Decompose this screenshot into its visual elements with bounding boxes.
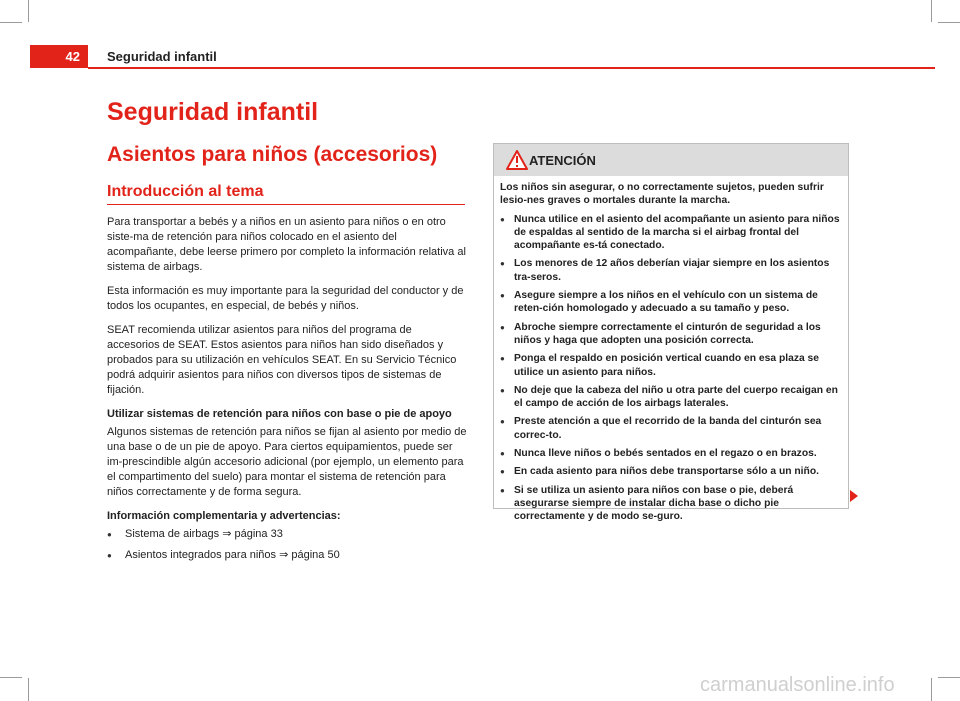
warning-title: ATENCIÓN xyxy=(529,153,596,168)
warning-intro: Los niños sin asegurar, o no correctamente sujetos, pueden sufrir lesio-nes graves o mortales durante la marcha. xyxy=(500,182,824,207)
warning-item: ● Nunca utilice en el asiento del acompañante un asiento para niños de espaldas al sentido de la marcha si el airbag frontal del acompañante es-tá conectado. xyxy=(500,213,842,253)
crop-mark xyxy=(0,677,22,678)
chapter-title: Seguridad infantil xyxy=(107,98,319,126)
continue-arrow-icon xyxy=(850,490,858,502)
crop-mark xyxy=(931,0,932,22)
crop-mark xyxy=(931,678,932,701)
body-column xyxy=(107,215,467,569)
list-item[interactable]: ● Sistema de airbags ⇒ página 33 xyxy=(107,527,467,542)
section-title: Asientos para niños (accesorios) xyxy=(107,143,438,166)
watermark: carmanualsonline.info xyxy=(700,674,895,696)
crop-mark xyxy=(938,677,960,678)
body-paragraph: Para transportar a bebés y a niños en un asiento para niños o en otro siste-ma de retención para niños colocado en el asiento del acompañante, debe leerse primero por completo la información relativa al sistema de airbags. xyxy=(107,216,466,273)
crop-mark xyxy=(28,0,29,22)
page-number: 42 xyxy=(30,45,88,68)
list-item[interactable]: ● Asientos integrados para niños ⇒ página 50 xyxy=(107,548,467,563)
body-paragraph: Esta información es muy importante para la seguridad del conductor y de todos los ocupantes, en especial, de bebés y niños. xyxy=(107,285,464,312)
header-rule xyxy=(88,67,935,69)
warning-header xyxy=(494,144,848,176)
warning-item: ● Nunca lleve niños o bebés sentados en el regazo o en brazos. xyxy=(500,447,842,460)
body-paragraph: Algunos sistemas de retención para niños se fijan al asiento por medio de una base o de un pie de apoyo. Para ciertos equipamientos, puede ser im-prescindible algún accesorio adicional (por ejemplo, un elemento para el compartimento del suelo) para montar el sistema de retención para niños correctamente y de forma segura. xyxy=(107,426,467,498)
warning-item: ● No deje que la cabeza del niño u otra parte del cuerpo recaigan en el campo de acción de los airbags laterales. xyxy=(500,384,842,411)
warning-item: ● Abroche siempre correctamente el cinturón de seguridad a los niños y haga que adopten una posición correcta. xyxy=(500,321,842,348)
subsection-rule xyxy=(107,204,465,205)
warning-item: ● Preste atención a que el recorrido de la banda del cinturón sea correc-to. xyxy=(500,415,842,442)
info-list xyxy=(107,527,467,563)
warning-item: ● Ponga el respaldo en posición vertical cuando en esa plaza se utilice un asiento para niños. xyxy=(500,352,842,379)
warning-body xyxy=(494,176,848,524)
subsection-title: Introducción al tema xyxy=(107,183,264,200)
crop-mark xyxy=(938,22,960,23)
warning-triangle-icon xyxy=(506,150,528,170)
crop-mark xyxy=(28,678,29,701)
warning-item: ● Asegure siempre a los niños en el vehículo con un sistema de reten-ción homologado y adecuado a su tamaño y peso. xyxy=(500,289,842,316)
warning-box xyxy=(493,143,849,523)
warning-item: ● En cada asiento para niños debe transportarse sólo a un niño. xyxy=(500,465,842,478)
anchor-heading: Utilizar sistemas de retención para niños con base o pie de apoyo xyxy=(107,408,452,420)
crop-mark xyxy=(0,22,22,23)
warning-item: ● Si se utiliza un asiento para niños con base o pie, deberá asegurarse siempre de instalar dicha base o dicho pie correctamente y de modo se-guro. xyxy=(500,484,842,524)
warning-item: ● Los menores de 12 años deberían viajar siempre en los asientos tra-seros. xyxy=(500,257,842,284)
running-header-title: Seguridad infantil xyxy=(107,49,217,64)
info-heading: Información complementaria y advertencias: xyxy=(107,510,341,522)
body-paragraph: SEAT recomienda utilizar asientos para niños del programa de accesorios de SEAT. Estos asientos para niños han sido diseñados y probados para su utilización en vehículos SEAT. En su Servicio Técnico podrá adquirir asientos para niños con diversos tipos de sistemas de fijación. xyxy=(107,324,457,396)
